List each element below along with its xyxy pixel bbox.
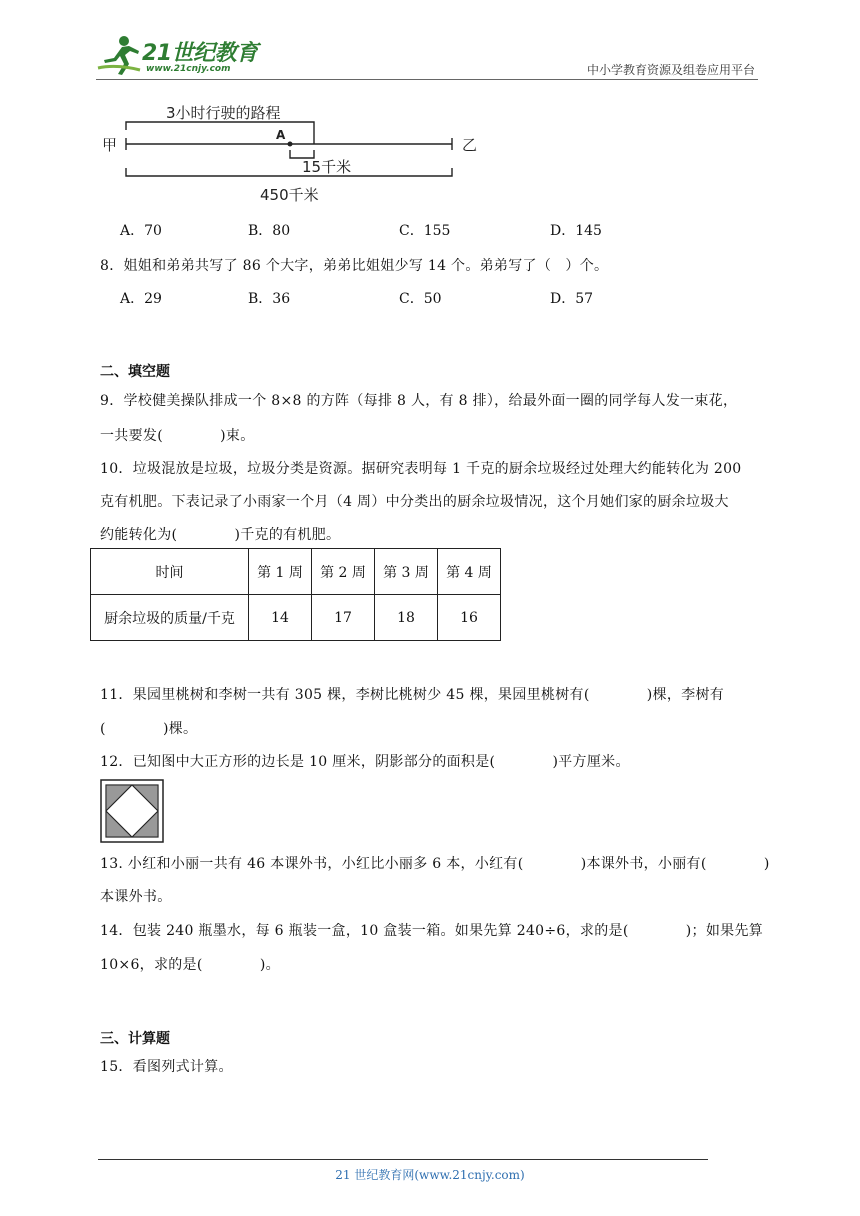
q7-option-b[interactable]: B．80 (248, 223, 291, 239)
q13-line1: 13. 小红和小丽一共有 46 本课外书，小红比小丽多 6 本，小红有( )本课外书，小丽有( ) (100, 856, 770, 872)
table-header-cell: 第 1 周 (249, 549, 312, 595)
q15-text: 15．看图列式计算。 (100, 1059, 233, 1075)
diagram-total-label: 450千米 (260, 186, 319, 204)
diagram-point-label: A (276, 128, 286, 142)
q8-option-d[interactable]: D．57 (550, 291, 594, 307)
q14-line1: 14．包装 240 瓶墨水，每 6 瓶装一盒，10 盒装一箱。如果先算 240÷6，求的是( )；如果先算 (100, 923, 764, 939)
q10-line1: 10．垃圾混放是垃圾，垃圾分类是资源。据研究表明每 1 千克的厨余垃圾经过处理大约能转化为 200 (100, 461, 742, 477)
q12-line1: 12．已知图中大正方形的边长是 10 厘米，阴影部分的面积是( )平方厘米。 (100, 754, 630, 770)
q11-line2: ( )棵。 (100, 721, 198, 737)
section-fill-in-title: 二、填空题 (100, 364, 170, 380)
table-header-cell: 第 3 周 (375, 549, 438, 595)
table-header-cell: 第 4 周 (438, 549, 501, 595)
footer-link[interactable]: 21 世纪教育网(www.21cnjy.com) (335, 1168, 525, 1182)
logo-text: 21世纪教育 (142, 41, 258, 66)
section-calculation-title: 三、计算题 (100, 1031, 170, 1047)
header-platform-text: 中小学教育资源及组卷应用平台 (586, 63, 755, 77)
food-waste-table (90, 548, 501, 641)
q8-option-b[interactable]: B．36 (248, 291, 291, 307)
q8-options (0, 288, 860, 308)
q7-option-d[interactable]: D．145 (550, 223, 602, 239)
q14-line2: 10×6，求的是( )。 (100, 957, 280, 973)
q8-option-c[interactable]: C．50 (399, 291, 442, 307)
table-header-row (91, 549, 501, 595)
footer-divider (98, 1159, 708, 1160)
distance-diagram (100, 98, 490, 210)
runner-logo-icon (96, 34, 142, 76)
shaded-square-figure (100, 779, 164, 843)
logo (96, 34, 266, 80)
q8-text: 8．姐姐和弟弟共写了 86 个大字，弟弟比姐姐少写 14 个。弟弟写了（ ）个。 (100, 258, 609, 274)
header-divider (96, 79, 758, 80)
q11-line1: 11．果园里桃树和李树一共有 305 棵，李树比桃树少 45 棵，果园里桃树有( )棵，李树有 (100, 687, 725, 703)
table-cell: 厨余垃圾的质量/千克 (91, 595, 249, 641)
q8-option-a[interactable]: A．29 (120, 291, 162, 307)
q7-option-a[interactable]: A．70 (120, 223, 162, 239)
q13-line2: 本课外书。 (100, 889, 172, 905)
diagram-top-label: 3小时行驶的路程 (166, 104, 281, 122)
table-cell: 18 (375, 595, 438, 641)
logo-url: www.21cnjy.com (146, 64, 231, 74)
table-header-cell: 第 2 周 (312, 549, 375, 595)
q10-line2: 克有机肥。下表记录了小雨家一个月（4 周）中分类出的厨余垃圾情况，这个月她们家的厨余垃圾大 (100, 494, 729, 510)
diagram-end-label: 乙 (462, 136, 478, 154)
diagram-start-label: 甲 (102, 136, 118, 154)
table-header-cell: 时间 (91, 549, 249, 595)
diagram-gap-label: 15千米 (302, 158, 352, 176)
table-cell: 17 (312, 595, 375, 641)
table-row (91, 595, 501, 641)
q9-line2: 一共要发( )束。 (100, 428, 255, 444)
q7-option-c[interactable]: C．155 (399, 223, 451, 239)
q10-line3: 约能转化为( )千克的有机肥。 (100, 527, 341, 543)
table-cell: 16 (438, 595, 501, 641)
table-cell: 14 (249, 595, 312, 641)
q9-line1: 9．学校健美操队排成一个 8×8 的方阵（每排 8 人，有 8 排），给最外面一圈的同学每人发一束花， (100, 393, 738, 409)
q7-options (0, 220, 860, 240)
